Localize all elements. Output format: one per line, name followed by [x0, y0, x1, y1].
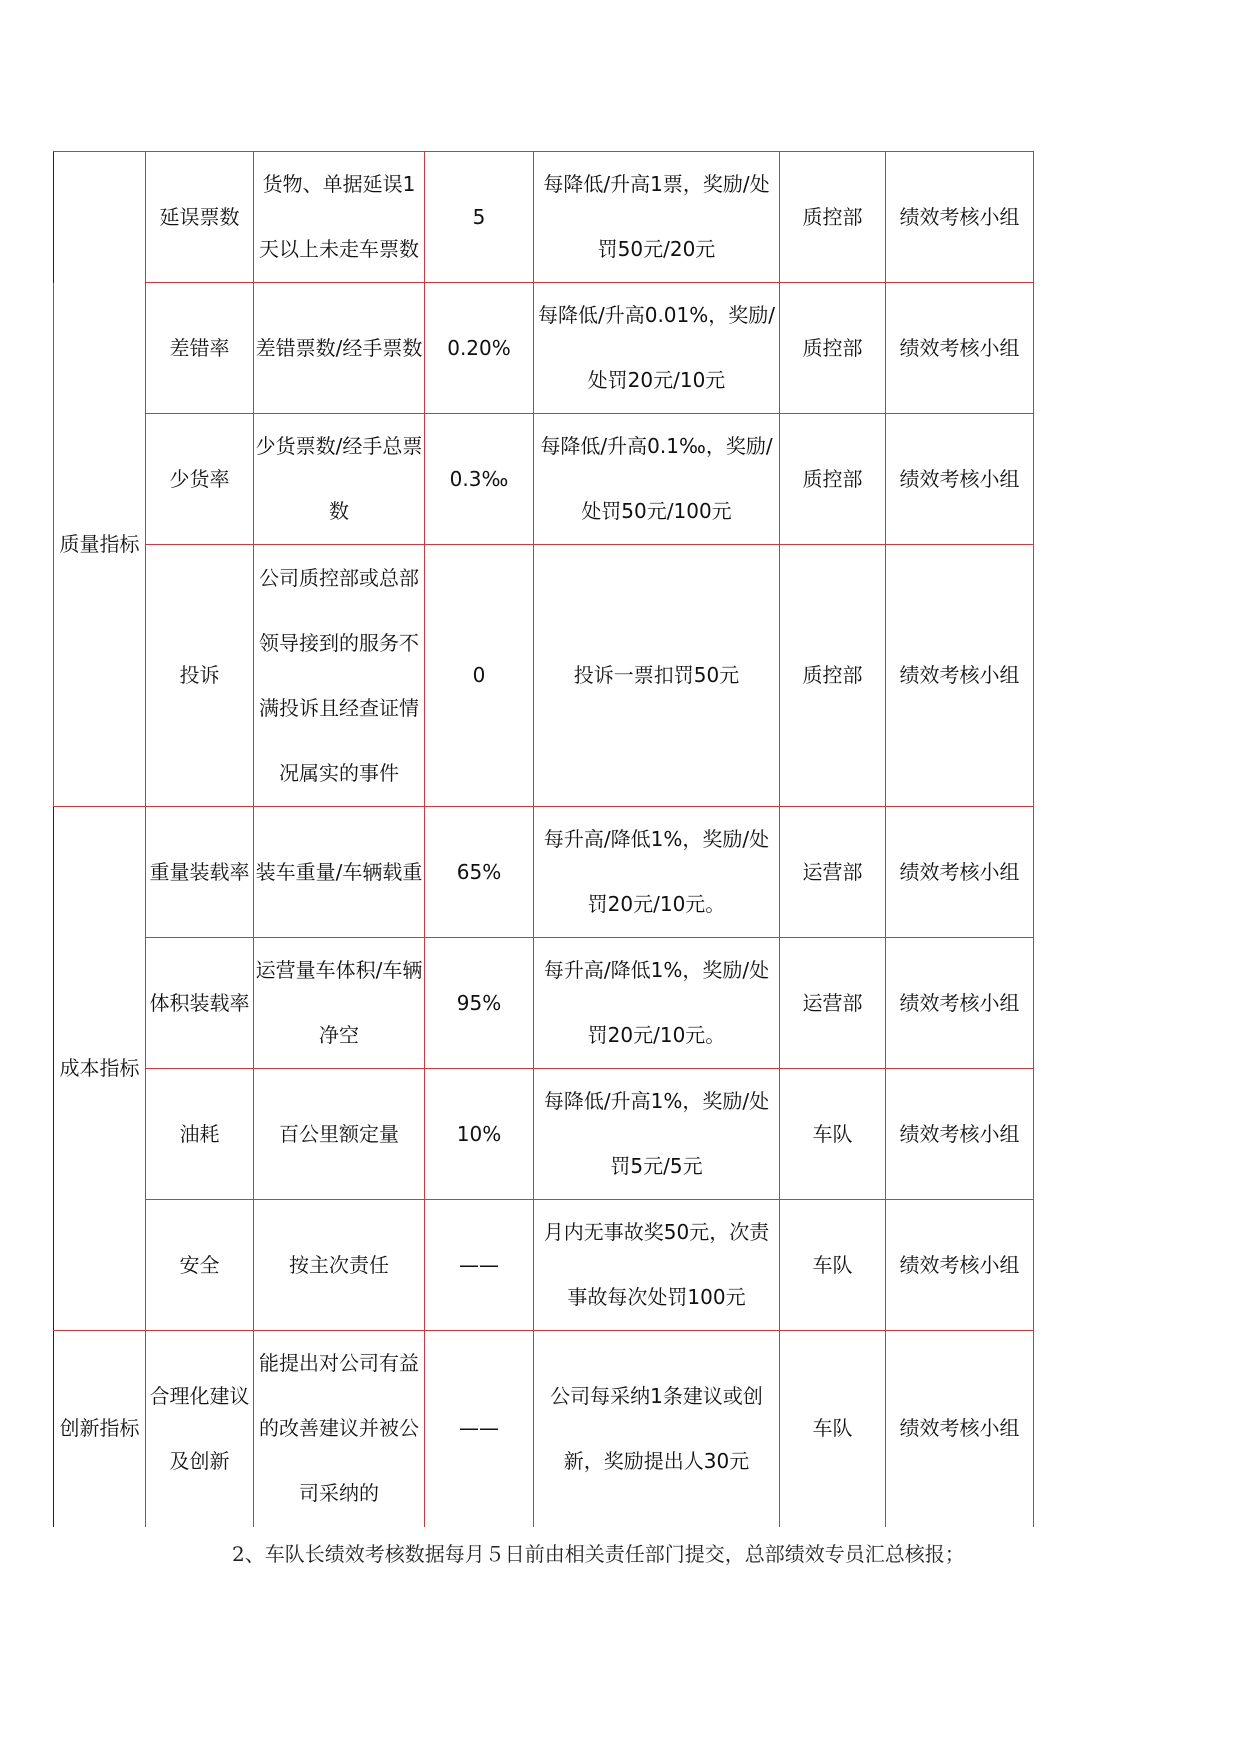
indicator-definition: 少货票数/经手总票数: [254, 414, 425, 545]
indicator-rule: 每升高/降低1%，奖励/处罚20元/10元。: [534, 807, 780, 938]
category-cell-empty: [54, 152, 146, 283]
indicator-rule: 公司每采纳1条建议或创新，奖励提出人30元: [534, 1331, 780, 1527]
indicator-assessor: 绩效考核小组: [886, 807, 1034, 938]
table-row: [54, 1069, 1034, 1200]
indicator-name: 安全: [146, 1200, 254, 1331]
indicator-target: ——: [425, 1331, 534, 1527]
table-row: [54, 414, 1034, 545]
indicator-target: 0.20%: [425, 283, 534, 414]
category-innovation: 创新指标: [54, 1331, 146, 1527]
indicator-assessor: 绩效考核小组: [886, 152, 1034, 283]
indicator-name: 少货率: [146, 414, 254, 545]
indicator-name: 体积装载率: [146, 938, 254, 1069]
indicator-name: 延误票数: [146, 152, 254, 283]
table-row: [54, 1200, 1034, 1331]
indicator-assessor: 绩效考核小组: [886, 1331, 1034, 1527]
indicator-target: 5: [425, 152, 534, 283]
indicator-department: 车队: [780, 1069, 886, 1200]
indicator-department: 车队: [780, 1331, 886, 1527]
indicator-name: 合理化建议及创新: [146, 1331, 254, 1527]
indicator-definition: 差错票数/经手票数: [254, 283, 425, 414]
table-row: [54, 1331, 1034, 1527]
table-row: [54, 283, 1034, 414]
indicator-assessor: 绩效考核小组: [886, 1200, 1034, 1331]
category-quality: 质量指标: [54, 283, 146, 807]
indicator-definition: 百公里额定量: [254, 1069, 425, 1200]
indicator-rule: 每降低/升高1票，奖励/处罚50元/20元: [534, 152, 780, 283]
indicator-definition: 运营量车体积/车辆净空: [254, 938, 425, 1069]
indicator-target: 0: [425, 545, 534, 807]
indicator-target: 95%: [425, 938, 534, 1069]
indicator-target: ——: [425, 1200, 534, 1331]
indicator-assessor: 绩效考核小组: [886, 938, 1034, 1069]
indicator-assessor: 绩效考核小组: [886, 283, 1034, 414]
indicator-target: 0.3‰: [425, 414, 534, 545]
indicator-assessor: 绩效考核小组: [886, 1069, 1034, 1200]
indicator-definition: 装车重量/车辆载重: [254, 807, 425, 938]
indicator-assessor: 绩效考核小组: [886, 414, 1034, 545]
indicator-department: 车队: [780, 1200, 886, 1331]
indicator-department: 运营部: [780, 938, 886, 1069]
footer-note: 2、车队长绩效考核数据每月５日前由相关责任部门提交，总部绩效专员汇总核报；: [232, 1542, 965, 1566]
indicator-definition: 货物、单据延误1天以上未走车票数: [254, 152, 425, 283]
indicator-target: 65%: [425, 807, 534, 938]
indicator-department: 运营部: [780, 807, 886, 938]
indicator-name: 差错率: [146, 283, 254, 414]
indicator-name: 投诉: [146, 545, 254, 807]
kpi-table: [53, 151, 1034, 1527]
indicator-department: 质控部: [780, 414, 886, 545]
indicator-department: 质控部: [780, 152, 886, 283]
indicator-name: 重量装载率: [146, 807, 254, 938]
indicator-rule: 每升高/降低1%，奖励/处罚20元/10元。: [534, 938, 780, 1069]
indicator-assessor: 绩效考核小组: [886, 545, 1034, 807]
table-row: [54, 938, 1034, 1069]
indicator-definition: 能提出对公司有益的改善建议并被公司采纳的: [254, 1331, 425, 1527]
indicator-rule: 每降低/升高1%，奖励/处罚5元/5元: [534, 1069, 780, 1200]
indicator-rule: 投诉一票扣罚50元: [534, 545, 780, 807]
indicator-rule: 月内无事故奖50元，次责事故每次处罚100元: [534, 1200, 780, 1331]
indicator-target: 10%: [425, 1069, 534, 1200]
indicator-rule: 每降低/升高0.01%，奖励/处罚20元/10元: [534, 283, 780, 414]
indicator-definition: 公司质控部或总部领导接到的服务不满投诉且经查证情况属实的事件: [254, 545, 425, 807]
table-row: [54, 152, 1034, 283]
indicator-department: 质控部: [780, 545, 886, 807]
category-cost: 成本指标: [54, 807, 146, 1331]
table-row: [54, 545, 1034, 807]
indicator-rule: 每降低/升高0.1‰，奖励/处罚50元/100元: [534, 414, 780, 545]
indicator-definition: 按主次责任: [254, 1200, 425, 1331]
indicator-name: 油耗: [146, 1069, 254, 1200]
table-row: [54, 807, 1034, 938]
indicator-department: 质控部: [780, 283, 886, 414]
